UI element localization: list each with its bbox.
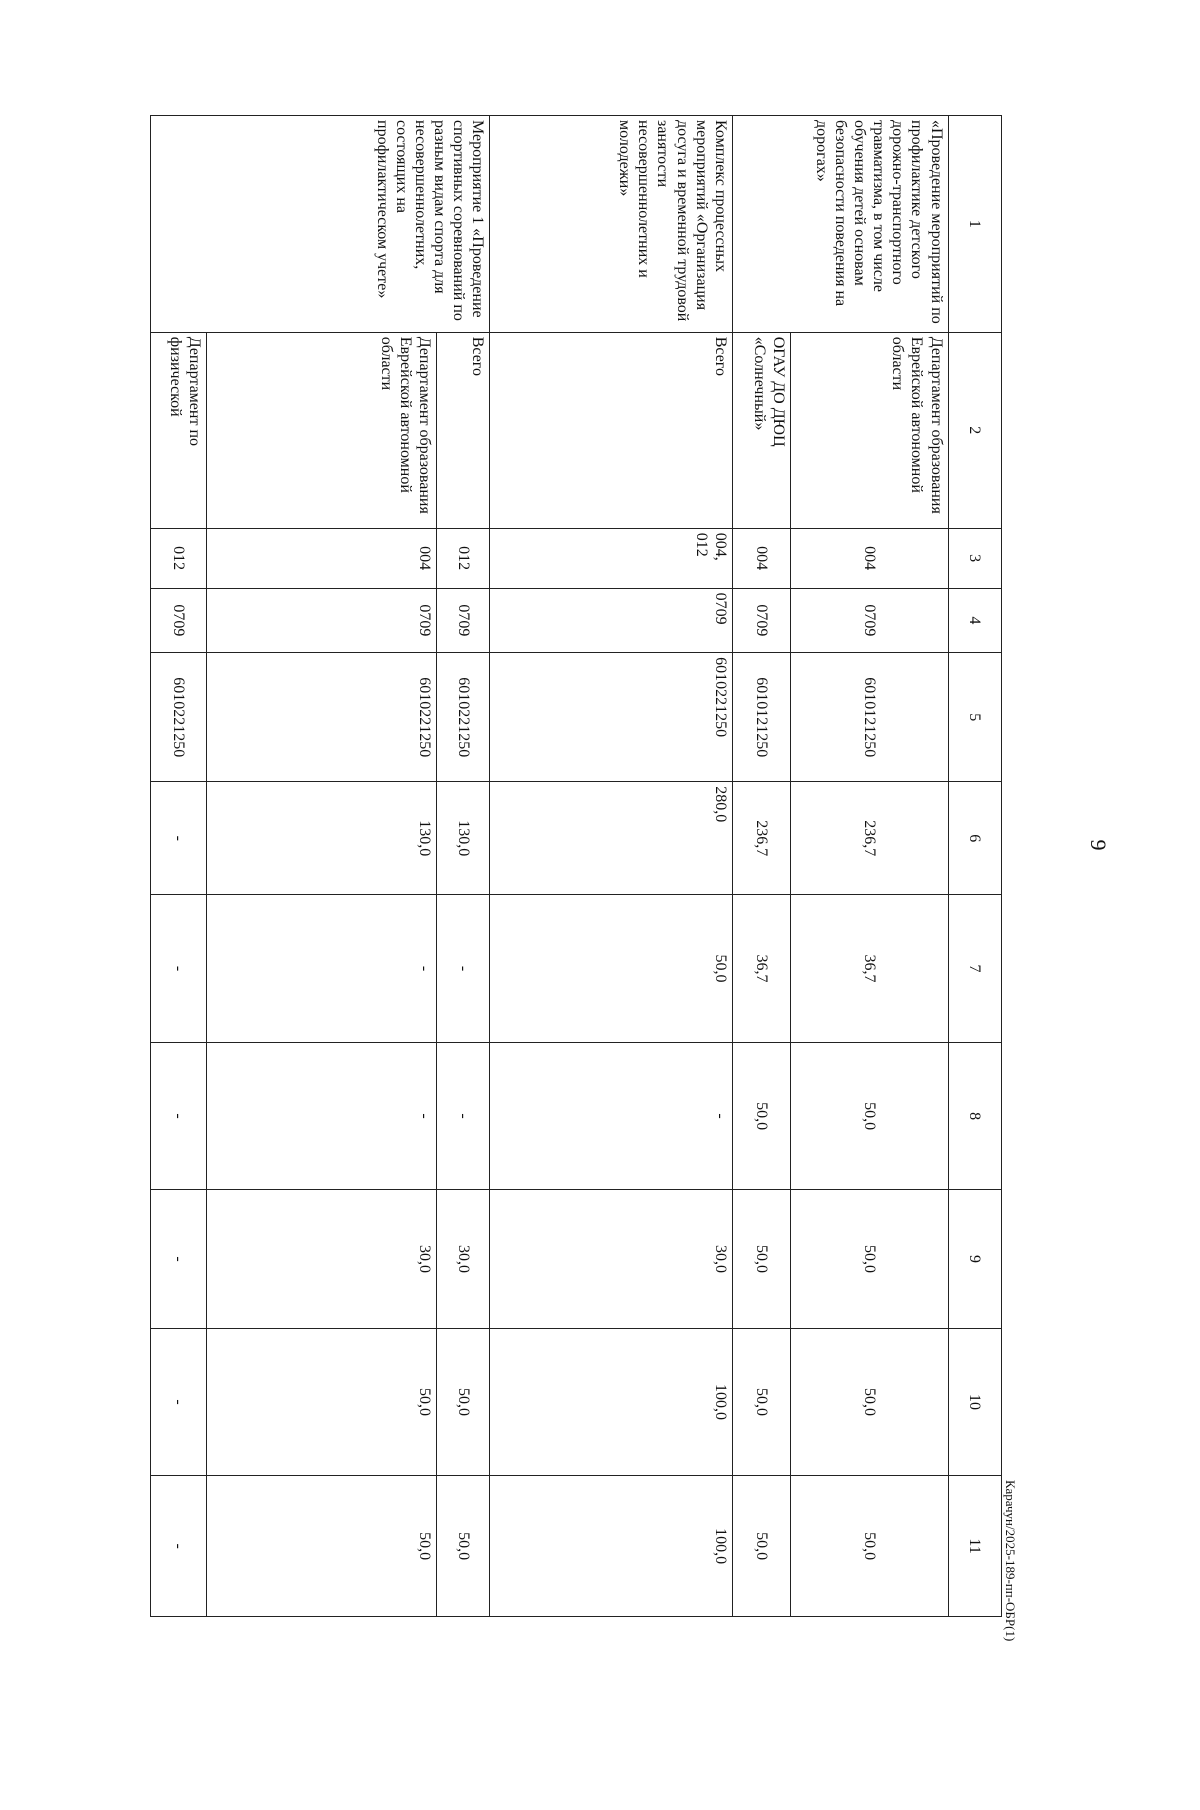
value-cell: - (151, 1042, 207, 1190)
executor-cell: Департамент образования Еврейской автономной области (791, 332, 949, 528)
event-name-cell: «Проведение мероприятий по профилактике детского дорожно-транспортного травматизма, в том числе обучения детей основам безопасности поведения на дорогах» (732, 116, 948, 333)
value-cell: - (490, 1042, 732, 1190)
value-cell: 236,7 (732, 782, 790, 895)
section-cell: 0709 (490, 588, 732, 653)
value-cell: - (206, 895, 436, 1043)
table-row (490, 116, 732, 1617)
header-cell: 7 (948, 895, 1001, 1043)
table-row (437, 116, 490, 1617)
table-row (151, 116, 207, 1617)
event-name-cell: Комплекс процессных мероприятий «Организация досуга и временной трудовой занятости несовершеннолетних и молодежи» (490, 116, 732, 333)
value-cell: 50,0 (791, 1042, 949, 1190)
value-cell: 100,0 (490, 1476, 732, 1617)
value-cell: 236,7 (791, 782, 949, 895)
header-row (948, 116, 1001, 1617)
value-cell: 50,0 (490, 895, 732, 1043)
header-cell: 1 (948, 116, 1001, 333)
executor-cell: Всего (437, 332, 490, 528)
value-cell: 50,0 (437, 1328, 490, 1476)
target-cell: 6010121250 (732, 653, 790, 782)
code-cell: 004, 012 (490, 528, 732, 588)
value-cell: 130,0 (206, 782, 436, 895)
section-cell: 0709 (732, 588, 790, 653)
page-number: 9 (1086, 839, 1111, 851)
table-row (732, 116, 790, 1617)
value-cell: - (437, 895, 490, 1043)
target-cell: 6010221250 (437, 653, 490, 782)
value-cell: - (151, 1328, 207, 1476)
budget-table (150, 115, 1002, 1617)
target-cell: 6010221250 (490, 653, 732, 782)
header-cell: 8 (948, 1042, 1001, 1190)
value-cell: 50,0 (732, 1328, 790, 1476)
header-cell: 11 (948, 1476, 1001, 1617)
value-cell: - (151, 1190, 207, 1328)
value-cell: - (151, 1476, 207, 1617)
table-row (206, 116, 436, 1617)
section-cell: 0709 (791, 588, 949, 653)
value-cell: 36,7 (791, 895, 949, 1043)
executor-cell: ОГАУ ДО ДЮЦ «Солнечный» (732, 332, 790, 528)
value-cell: 50,0 (791, 1328, 949, 1476)
value-cell: 50,0 (206, 1328, 436, 1476)
table-row (791, 116, 949, 1617)
value-cell: 50,0 (791, 1190, 949, 1328)
code-cell: 004 (791, 528, 949, 588)
event-name-cell: Мероприятие 1 «Проведение спортивных соревнований по разным видам спорта для несовершеннолетних, состоящих на профилактическом учете» (151, 116, 490, 333)
header-cell: 3 (948, 528, 1001, 588)
value-cell: 50,0 (437, 1476, 490, 1617)
target-cell: 6010121250 (791, 653, 949, 782)
code-cell: 004 (732, 528, 790, 588)
value-cell: 50,0 (732, 1476, 790, 1617)
value-cell: - (151, 895, 207, 1043)
value-cell: 100,0 (490, 1328, 732, 1476)
executor-cell: Департамент образования Еврейской автономной области (206, 332, 436, 528)
value-cell: 30,0 (206, 1190, 436, 1328)
section-cell: 0709 (437, 588, 490, 653)
code-cell: 004 (206, 528, 436, 588)
section-cell: 0709 (206, 588, 436, 653)
value-cell: 50,0 (791, 1476, 949, 1617)
header-cell: 9 (948, 1190, 1001, 1328)
value-cell: 50,0 (732, 1042, 790, 1190)
header-cell: 4 (948, 588, 1001, 653)
value-cell: - (151, 782, 207, 895)
executor-cell: Департамент по физической (151, 332, 207, 528)
value-cell: - (437, 1042, 490, 1190)
value-cell: 36,7 (732, 895, 790, 1043)
executor-cell: Всего (490, 332, 732, 528)
code-cell: 012 (151, 528, 207, 588)
target-cell: 6010221250 (206, 653, 436, 782)
value-cell: 50,0 (732, 1190, 790, 1328)
header-cell: 2 (948, 332, 1001, 528)
value-cell: 50,0 (206, 1476, 436, 1617)
header-cell: 5 (948, 653, 1001, 782)
header-cell: 6 (948, 782, 1001, 895)
header-cell: 10 (948, 1328, 1001, 1476)
value-cell: - (206, 1042, 436, 1190)
value-cell: 30,0 (490, 1190, 732, 1328)
document-footer: Карачун/2025-189-пп-ОБР(1) (1003, 1480, 1018, 1642)
value-cell: 280,0 (490, 782, 732, 895)
section-cell: 0709 (151, 588, 207, 653)
value-cell: 130,0 (437, 782, 490, 895)
target-cell: 6010221250 (151, 653, 207, 782)
value-cell: 30,0 (437, 1190, 490, 1328)
code-cell: 012 (437, 528, 490, 588)
